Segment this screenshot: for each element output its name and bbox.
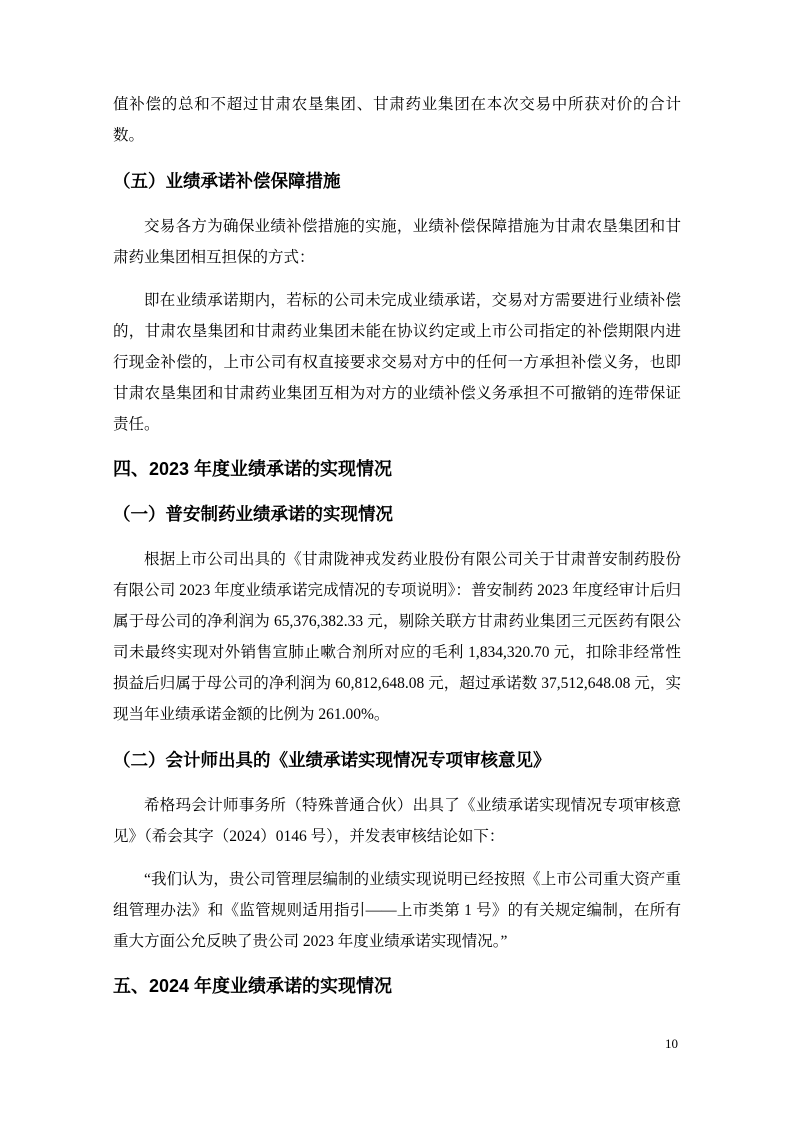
paragraph-continuation-compensation-cap: 值补偿的总和不超过甘肃农垦集团、甘肃药业集团在本次交易中所获对价的合计数。 [113, 96, 681, 144]
page-number: 10 [665, 1036, 678, 1051]
document-body [113, 89, 681, 1001]
heading-section-4-2023-performance-commitment: 四、2023 年度业绩承诺的实现情况 [113, 459, 393, 479]
heading-section-5-2024-performance-commitment: 五、2024 年度业绩承诺的实现情况 [113, 976, 393, 996]
paragraph-auditor-report-issued: 希格玛会计师事务所（特殊普通合伙）出具了《业绩承诺实现情况专项审核意见》（希会其字（2024）0146 号），并发表审核结论如下： [113, 797, 681, 845]
paragraph-mutual-guarantee-intro: 交易各方为确保业绩补偿措施的实施，业绩补偿保障措施为甘肃农垦集团和甘肃药业集团相互担保的方式： [113, 218, 681, 266]
paragraph-mutual-guarantee-detail: 即在业绩承诺期内，若标的公司未完成业绩承诺，交易对方需要进行业绩补偿的，甘肃农垦集团和甘肃药业集团未能在协议约定或上市公司指定的补偿期限内进行现金补偿的，上市公司有权直接要求交易对方中的任何一方承担补偿义务，也即甘肃农垦集团和甘肃药业集团互相为对方的业绩补偿义务承担不可撤销的连带保证责任。 [113, 292, 681, 433]
heading-sub-2-accountant-audit-opinion: （二）会计师出具的《业绩承诺实现情况专项审核意见》 [113, 750, 551, 770]
paragraph-2023-performance-figures: 根据上市公司出具的《甘肃陇神戎发药业股份有限公司关于甘肃普安制药股份有限公司 2023 年度业绩承诺完成情况的专项说明》：普安制药 2023 年度经审计后归属于母公司的净利润为 65,376,382.33 元，剔除关联方甘肃药业集团三元医药有限公司未最终实现对外销售宣肺止嗽合剂所对应的毛利 1,834,320.70 元，扣除非经常性损益后归属于母公司的净利润为 60,812,648.08 元，超过承诺数 37,512,648.08 元，实现当年业绩承诺金额的比例为 261.00%。 [113, 551, 681, 723]
heading-sub-5-compensation-guarantee-measures: （五）业绩承诺补偿保障措施 [113, 171, 341, 191]
paragraph-auditor-conclusion-quote: “我们认为，贵公司管理层编制的业绩实现说明已经按照《上市公司重大资产重组管理办法》和《监管规则适用指引——上市类第 1 号》的有关规定编制，在所有重大方面公允反映了贵公司 2023 年度业绩承诺实现情况。” [113, 871, 681, 950]
heading-sub-1-puan-pharma-performance: （一）普安制药业绩承诺的实现情况 [113, 504, 393, 524]
